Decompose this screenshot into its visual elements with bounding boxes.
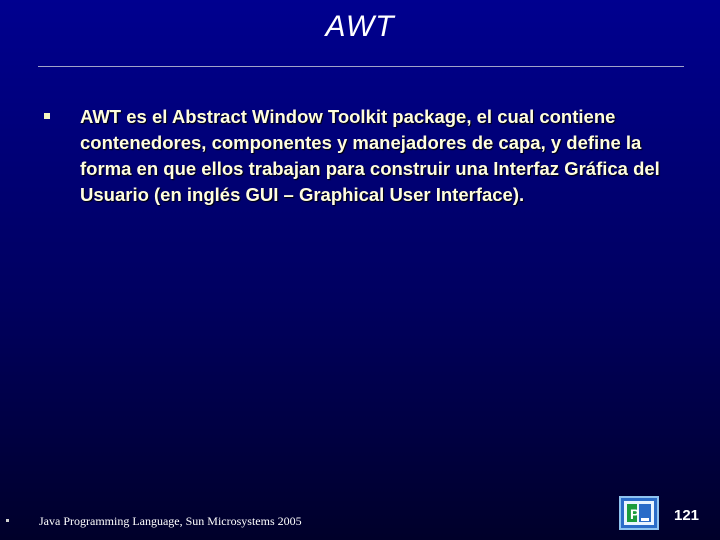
presentation-logo-icon	[619, 496, 659, 530]
slide-title: AWT	[325, 10, 395, 43]
footer-bullet-icon	[6, 519, 9, 522]
title-divider	[38, 66, 684, 67]
page-number: 121	[674, 507, 700, 524]
bullet-text: AWT es el Abstract Window Toolkit package, el cual contiene contenedores, componentes y manejadores de capa, y define la forma en que ellos trabajan para construir una Interfaz Gráfica del Usuario (en inglés GUI – Graphical User Interface).	[80, 106, 660, 205]
svg-text:P: P	[630, 506, 640, 522]
footer-text: Java Programming Language, Sun Microsystems 2005	[39, 514, 302, 528]
bullet-square-icon	[44, 113, 50, 119]
